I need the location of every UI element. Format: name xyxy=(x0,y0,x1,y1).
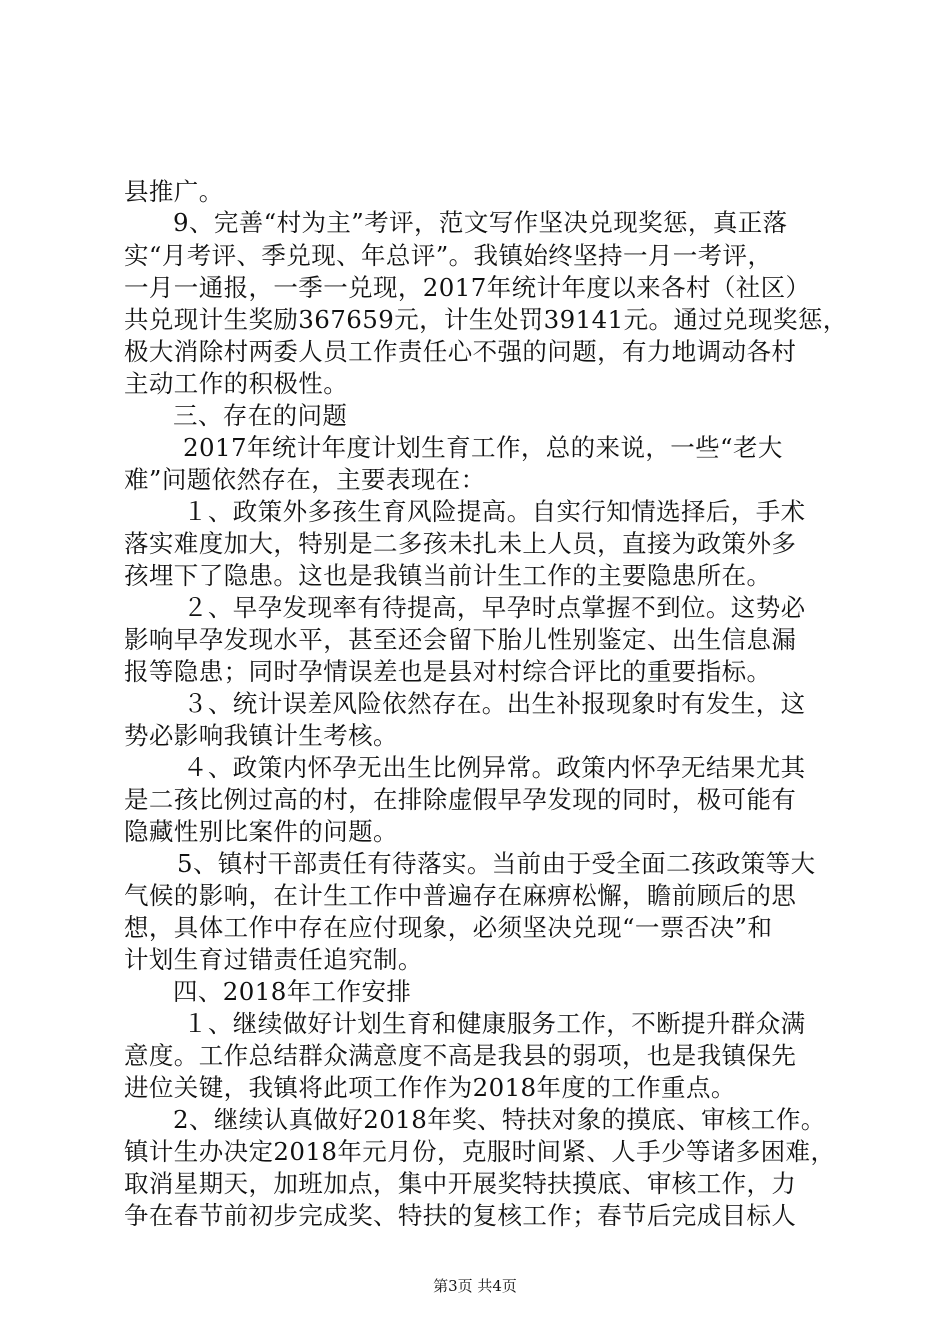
body-line: 隐藏性别比案件的问题。 xyxy=(124,817,398,846)
body-line: 9、完善“村为主”考评，范文写作坚决兑现奖惩，真正落 xyxy=(173,208,788,237)
body-line: 取消星期天，加班加点，集中开展奖特扶摸底、审核工作，力 xyxy=(124,1169,797,1198)
body-line: １、政策外多孩生育风险提高。自实行知情选择后，手术 xyxy=(183,497,806,526)
body-line: 进位关键，我镇将此项工作作为2018年度的工作重点。 xyxy=(124,1073,736,1102)
body-line: 极大消除村两委人员工作责任心不强的问题，有力地调动各村 xyxy=(124,337,797,366)
section-heading: 三、存在的问题 xyxy=(173,401,348,430)
body-line: 争在春节前初步完成奖、特扶的复核工作；春节后完成目标人 xyxy=(124,1201,797,1230)
body-line: 落实难度加大，特别是二多孩未扎未上人员，直接为政策外多 xyxy=(124,529,797,558)
body-line: ４、政策内怀孕无出生比例异常。政策内怀孕无结果尤其 xyxy=(183,753,806,782)
section-heading: 四、2018年工作安排 xyxy=(173,977,412,1006)
body-line: 报等隐患；同时孕情误差也是县对村综合评比的重要指标。 xyxy=(124,657,772,686)
body-line: 实“月考评、季兑现、年总评”。我镇始终坚持一月一考评， xyxy=(124,241,773,270)
body-line: 2、继续认真做好2018年奖、特扶对象的摸底、审核工作。 xyxy=(173,1105,826,1134)
body-line: 难”问题依然存在，主要表现在： xyxy=(124,465,486,494)
body-line: 想，具体工作中存在应付现象，必须坚决兑现“一票否决”和 xyxy=(124,913,773,942)
body-line: 5、镇村干部责任有待落实。当前由于受全面二孩政策等大 xyxy=(177,849,816,878)
body-line: 2017年统计年度计划生育工作，总的来说，一些“老大 xyxy=(183,433,783,462)
body-line: 孩埋下了隐患。这也是我镇当前计生工作的主要隐患所在。 xyxy=(124,561,772,590)
body-line: 主动工作的积极性。 xyxy=(124,369,349,398)
body-line: 意度。工作总结群众满意度不高是我县的弱项，也是我镇保先 xyxy=(124,1041,797,1070)
body-line: 影响早孕发现水平，甚至还会留下胎儿性别鉴定、出生信息漏 xyxy=(124,625,797,654)
body-line: 是二孩比例过高的村，在排除虚假早孕发现的同时，极可能有 xyxy=(124,785,797,814)
body-line: 势必影响我镇计生考核。 xyxy=(124,721,398,750)
page-footer: 第3页 共4页 xyxy=(433,1277,517,1295)
body-line: 共兑现计生奖励367659元，计生处罚39141元。通过兑现奖惩， xyxy=(124,305,848,334)
body-line: 计划生育过错责任追究制。 xyxy=(124,945,423,974)
body-line: 县推广。 xyxy=(124,177,224,206)
body-line: ２、早孕发现率有待提高，早孕时点掌握不到位。这势必 xyxy=(183,593,806,622)
body-line: １、继续做好计划生育和健康服务工作，不断提升群众满 xyxy=(183,1009,806,1038)
body-line: 一月一通报，一季一兑现，2017年统计年度以来各村（社区） xyxy=(124,273,811,302)
body-line: 镇计生办决定2018年元月份，克服时间紧、人手少等诸多困难， xyxy=(124,1137,836,1166)
body-line: 气候的影响，在计生工作中普遍存在麻痹松懈，瞻前顾后的思 xyxy=(124,881,797,910)
body-line: ３、统计误差风险依然存在。出生补报现象时有发生，这 xyxy=(183,689,806,718)
